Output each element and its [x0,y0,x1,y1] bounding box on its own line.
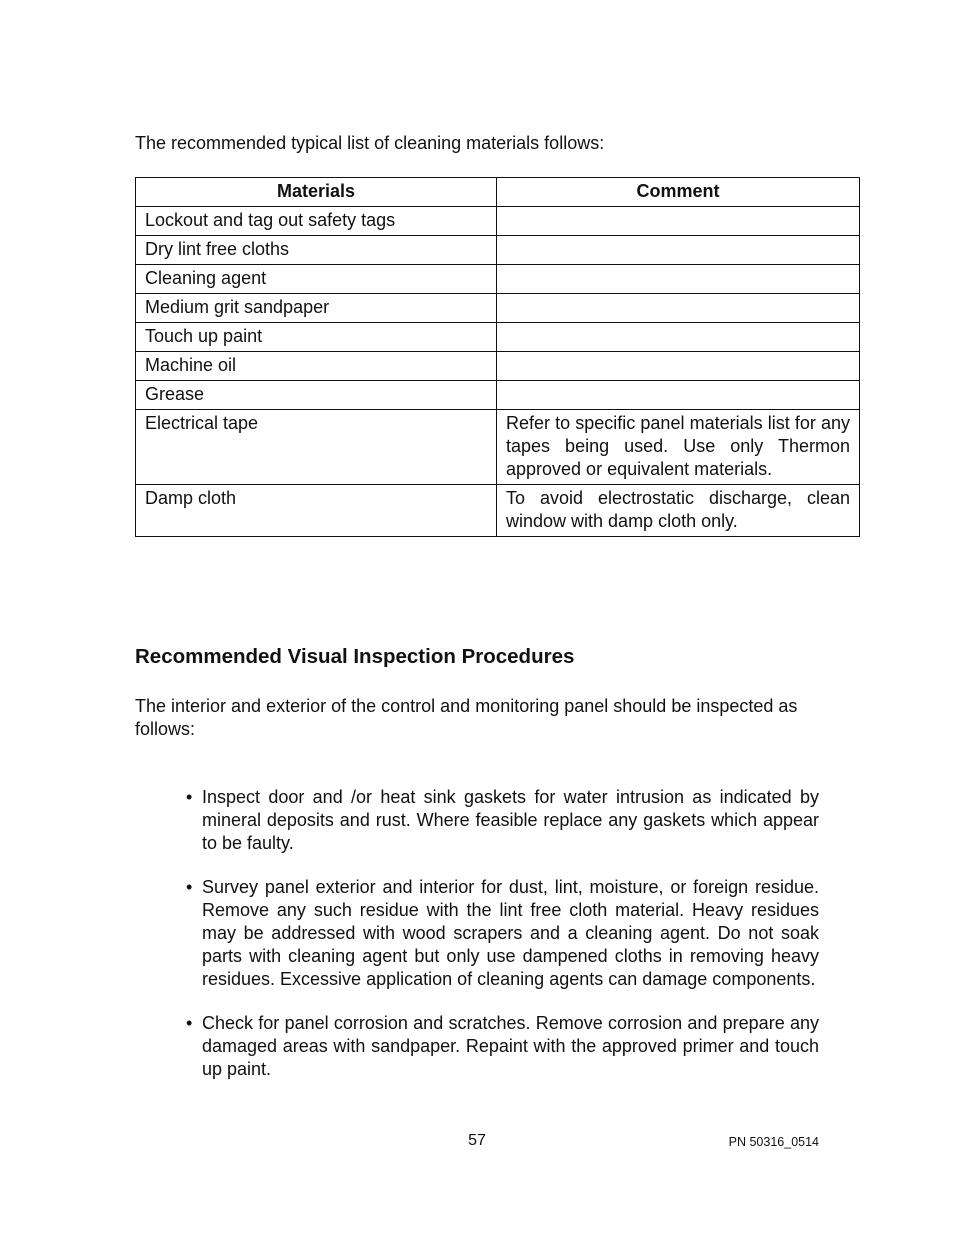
section-heading: Recommended Visual Inspection Procedures [135,645,575,668]
inspection-bullet-list [186,786,819,1101]
comment-cell [497,294,860,323]
table-row [136,485,860,537]
part-number: PN 50316_0514 [728,1135,819,1149]
comment-cell [497,323,860,352]
bullet-icon: • [186,876,193,897]
table-row [136,265,860,294]
header-materials: Materials [136,178,497,207]
section-paragraph: The interior and exterior of the control and monitoring panel should be inspected as follows: [135,696,798,739]
cleaning-materials-table [135,177,860,537]
page-number: 57 [468,1132,486,1149]
material-cell: Machine oil [136,352,497,381]
table-row [136,381,860,410]
comment-cell [497,381,860,410]
material-cell: Touch up paint [136,323,497,352]
material-cell: Medium grit sandpaper [136,294,497,323]
table-row [136,207,860,236]
table-row [136,323,860,352]
table-row [136,236,860,265]
list-item [186,1012,819,1082]
intro-text: The recommended typical list of cleaning materials follows: [135,133,605,153]
table-row [136,294,860,323]
list-item [186,786,819,856]
comment-cell [497,207,860,236]
comment-cell: To avoid electrostatic discharge, clean window with damp cloth only. [497,485,860,537]
comment-cell [497,352,860,381]
comment-cell: Refer to specific panel materials list for any tapes being used. Use only Thermon approved or equivalent materials. [497,410,860,485]
table-row [136,410,860,485]
comment-cell [497,265,860,294]
material-cell: Dry lint free cloths [136,236,497,265]
comment-cell [497,236,860,265]
list-item-text: Check for panel corrosion and scratches. Remove corrosion and prepare any damaged areas with sandpaper. Repaint with the approved primer and touch up paint. [202,1012,819,1080]
material-cell: Grease [136,381,497,410]
material-cell: Lockout and tag out safety tags [136,207,497,236]
list-item [186,876,819,992]
table-header-row [136,178,860,207]
list-item-text: Inspect door and /or heat sink gaskets for water intrusion as indicated by mineral deposits and rust. Where feasible replace any gaskets which appear to be faulty. [202,787,819,854]
bullet-icon: • [186,787,193,807]
material-cell: Cleaning agent [136,265,497,294]
material-cell: Electrical tape [136,410,497,485]
table-row [136,352,860,381]
header-comment: Comment [497,178,860,207]
list-item-text: Survey panel exterior and interior for dust, lint, moisture, or foreign residue. Remove any such residue with the lint free cloth material. Heavy residues may be addressed with wood scrapers and a cleaning agent. Do not soak parts with cleaning agent but only use dampened cloths in removing heavy residues. Excessive application of cleaning agents can damage components. [202,876,819,990]
bullet-icon: • [186,1012,193,1033]
material-cell: Damp cloth [136,485,497,537]
